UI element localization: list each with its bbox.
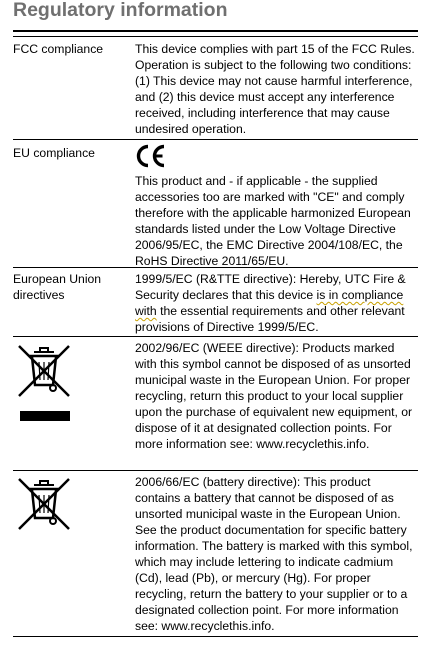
eud-text-a: 1999/5/EC (R&TTE directive): Hereby, UTC Fire & Security declares that this device bbox=[135, 272, 406, 302]
eud-text-flagged: is in compliance with bbox=[135, 288, 404, 318]
eud-label: European Union directives bbox=[13, 272, 102, 302]
fcc-text: This device complies with part 15 of the FCC Rules. Operation is subject to the following two conditions: (1) This device may not cause harmful interference, and (2) this device must accept any interference received, including interference that may cause undesired operation. bbox=[135, 42, 415, 136]
title-rule bbox=[13, 30, 418, 32]
page-title: Regulatory information bbox=[13, 0, 228, 21]
fcc-divider bbox=[13, 139, 418, 140]
eu-label: EU compliance bbox=[13, 146, 95, 160]
battery-bin-svg bbox=[14, 474, 74, 534]
weee-bin-svg bbox=[14, 341, 74, 401]
weee-text: 2002/96/EC (WEEE directive): Products marked with this symbol cannot be disposed of as unsorted municipal waste in the European Union. For proper recycling, return this product to your local supplier upon the purchase of equivalent new equipment, or dispose of it at designated collection points. For more information see: www.recyclethis.info. bbox=[135, 341, 413, 451]
eud-divider bbox=[13, 336, 418, 337]
eud-text-c: the essential requirements and other relevant provisions of Directive 1999/5/EC. bbox=[135, 304, 405, 334]
weee-bin-icon bbox=[14, 341, 74, 406]
eu-text: This product and - if applicable - the supplied accessories too are marked with "CE" and comply therefore with the applicable harmonized European standards listed under the Low Voltage Directive 2006/95/EC, the EMC Directive 2004/108/EC, the RoHS Directive 2011/65/EU. bbox=[135, 174, 411, 268]
battery-bin-icon bbox=[14, 474, 74, 539]
table-bottom-rule bbox=[13, 636, 418, 637]
fcc-label: FCC compliance bbox=[13, 42, 104, 56]
ce-mark-icon bbox=[135, 143, 167, 174]
battery-text: 2006/66/EC (battery directive): This product contains a battery that cannot be disposed of as unsorted municipal waste in the European Union. See the product documentation for specific battery information. The battery is marked with this symbol, which may include lettering to indicate cadmium (Cd), lead (Pb), or mercury (Hg). For proper recycling, return the battery to your supplier or to a designated collection point. For more information see: www.recyclethis.info. bbox=[135, 475, 413, 633]
ce-mark-svg bbox=[135, 143, 167, 169]
weee-black-bar bbox=[20, 411, 70, 421]
table-top-rule bbox=[13, 36, 418, 37]
weee-divider bbox=[13, 470, 418, 471]
eu-divider bbox=[13, 267, 418, 268]
eud-text bbox=[135, 271, 419, 335]
